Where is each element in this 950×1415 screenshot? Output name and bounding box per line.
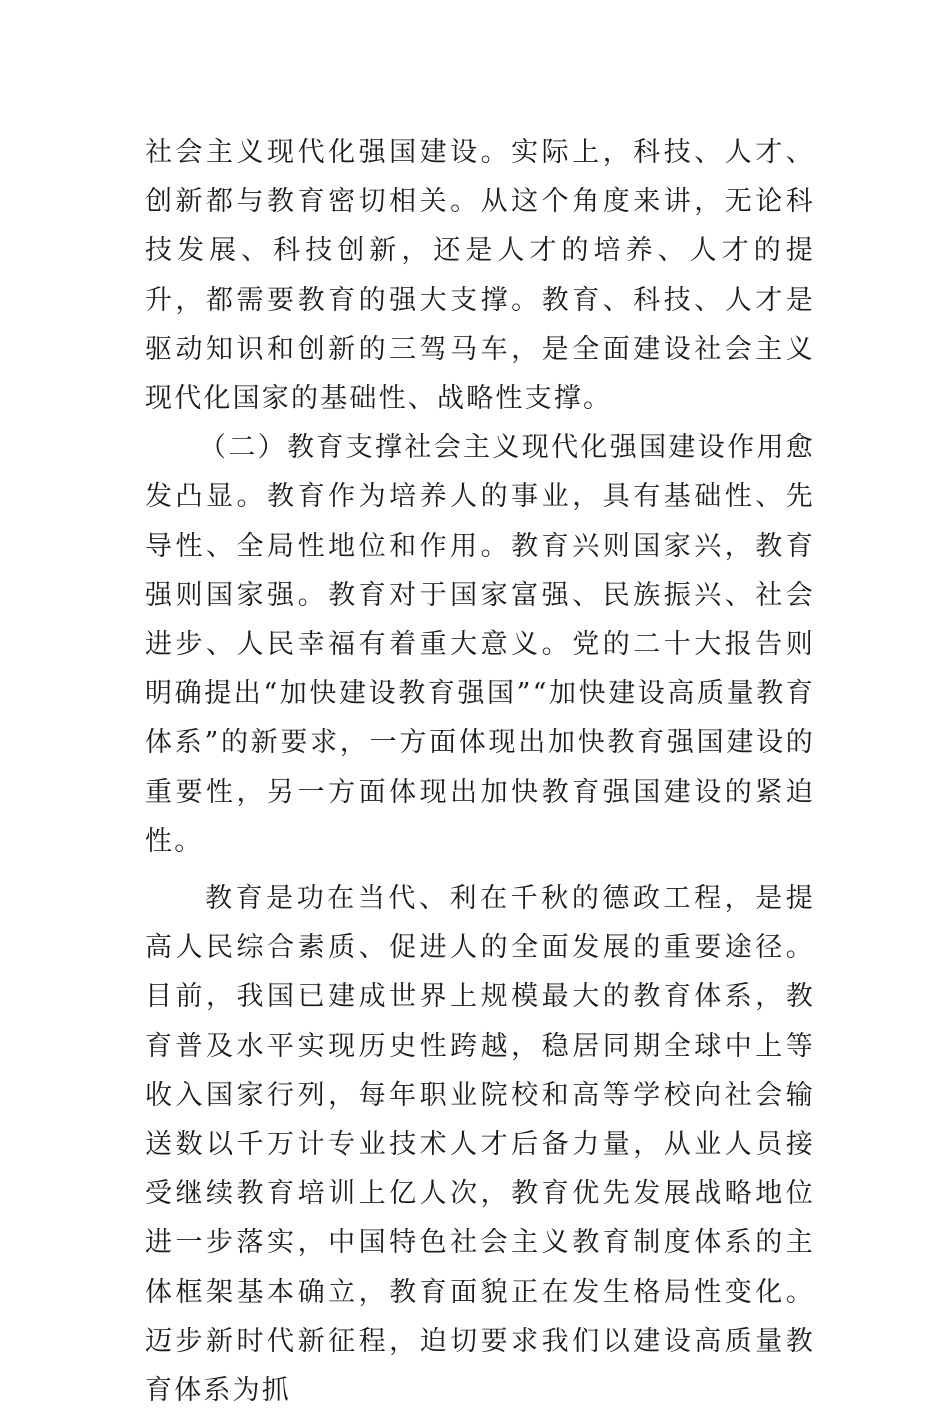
paragraph-section-heading: （二）教育支撑社会主义现代化强国建设作用愈发凸显。教育作为培养人的事业，具有基础性、先导性、全局性地位和作用。教育兴则国家兴，教育强则国家强。教育对于国家富强、民族振兴、社会进步、人民幸福有着重大意义。党的二十大报告则明确提出“加快建设教育强国”“加快建设高质量教育体系”的新要求，一方面体现出加快教育强国建设的重要性，另一方面体现出加快教育强国建设的紧迫性。 <box>145 432 815 857</box>
paragraph-continuation: 社会主义现代化强国建设。实际上，科技、人才、创新都与教育密切相关。从这个角度来讲，无论科技发展、科技创新，还是人才的培养、人才的提升，都需要教育的强大支撑。教育、科技、人才是驱动知识和创新的三驾马车，是全面建设社会主义现代化国家的基础性、战略性支撑。 <box>145 137 815 415</box>
paragraph-body: 教育是功在当代、利在千秋的德政工程，是提高人民综合素质、促进人的全面发展的重要途径。目前，我国已建成世界上规模最大的教育体系，教育普及水平实现历史性跨越，稳居同期全球中上等收入国家行列，每年职业院校和高等学校向社会输送数以千万计专业技术人才后备力量，从业人员接受继续教育培训上亿人次，教育优先发展战略地位进一步落实，中国特色社会主义教育制度体系的主体框架基本确立，教育面貌正在发生格局性变化。迈步新时代新征程，迫切要求我们以建设高质量教育体系为抓 <box>145 883 815 1407</box>
body-text <box>145 128 815 1415</box>
